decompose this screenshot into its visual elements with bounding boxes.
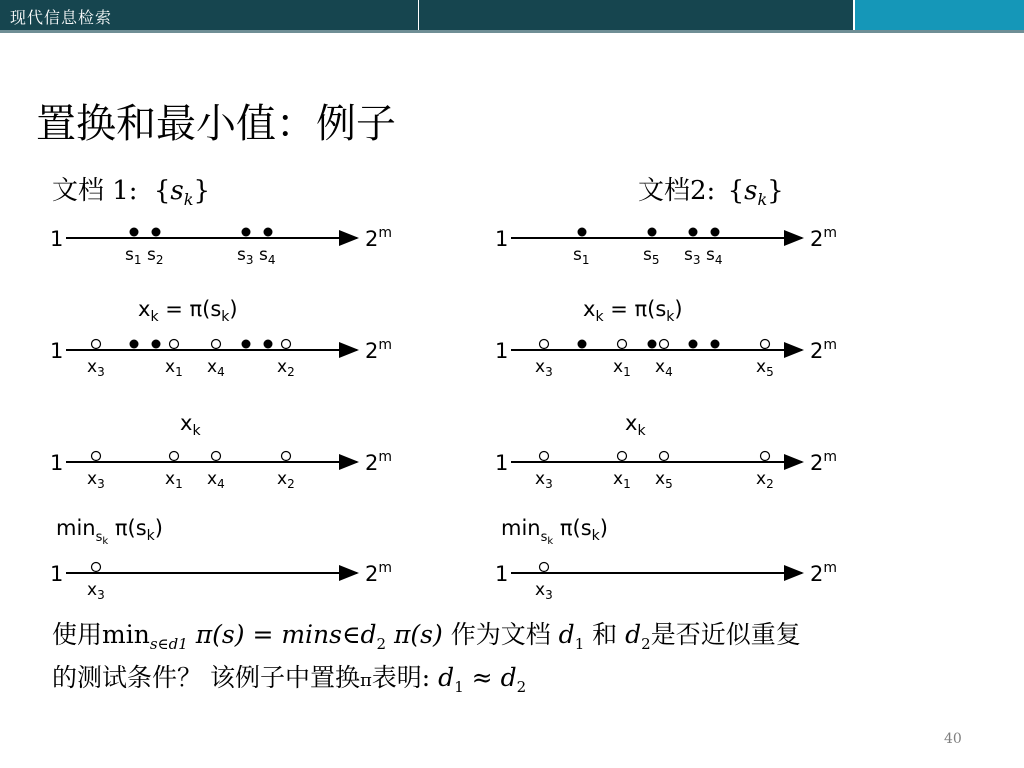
doc1-filled-point (264, 228, 273, 237)
course-title: 现代信息检索 (10, 8, 113, 27)
doc1-point-label: $x_1$ (165, 469, 183, 491)
doc2-point-label: $x_5$ (655, 469, 673, 491)
doc2-hollow-point (660, 452, 669, 461)
doc1-point-label: $s_3$ (237, 245, 254, 267)
doc1-point-label: $x_3$ (87, 469, 105, 491)
doc1-axis-start-1: 1 (50, 339, 64, 363)
doc2-hollow-point (618, 452, 627, 461)
doc1-axis-end-2: 2$^m$ (365, 449, 393, 475)
doc2-axis-end-3: 2$^m$ (810, 560, 838, 586)
doc2-point-label: $s_3$ (684, 245, 701, 267)
doc1-hollow-point (212, 452, 221, 461)
doc1-axis-end-1: 2$^m$ (365, 337, 393, 363)
doc1-hollow-point (92, 340, 101, 349)
doc1-xk-caption: $x_k$ (180, 411, 201, 439)
doc1-filled-point (130, 340, 139, 349)
doc1-point-label: $s_4$ (259, 245, 276, 267)
doc1-point-label: $s_2$ (147, 245, 164, 267)
doc2-axis-start-3: 1 (495, 562, 509, 586)
doc1-hollow-point (282, 340, 291, 349)
doc2-point-label: $x_4$ (655, 357, 673, 379)
doc2-filled-point (689, 340, 698, 349)
doc1-filled-point (152, 340, 161, 349)
doc1-set: $\{s_k\}$ (153, 176, 210, 210)
doc2-filled-point (711, 340, 720, 349)
doc1-axis-end-3: 2$^m$ (365, 560, 393, 586)
doc1-filled-point (242, 340, 251, 349)
doc1-filled-point (152, 228, 161, 237)
doc1-point-label: $x_1$ (165, 357, 183, 379)
doc1-axis-start-3: 1 (50, 562, 64, 586)
doc2-point-label: $x_1$ (613, 357, 631, 379)
doc2-perm-caption: $x_k = \pi(s_k)$ (583, 297, 683, 325)
doc2-set: $\{s_k\}$ (727, 176, 784, 210)
doc1-filled-point (130, 228, 139, 237)
doc1-point-label: $x_2$ (277, 357, 295, 379)
doc1-filled-point (242, 228, 251, 237)
doc2-hollow-point (761, 340, 770, 349)
doc1-hollow-point (92, 563, 101, 572)
doc2-label-prefix: 文档2: (638, 176, 716, 206)
doc2-axis-end-0: 2$^m$ (810, 225, 838, 251)
doc2-point-label: $x_2$ (756, 469, 774, 491)
doc2-point-label: $x_3$ (535, 357, 553, 379)
explanation-line-2: 的测试条件？ 该例子中置换π表明: $d_1 \approx d_2$ (52, 663, 527, 696)
doc2-filled-point (578, 228, 587, 237)
doc2-axis-start-1: 1 (495, 339, 509, 363)
slide-title: 置换和最小值：例子 (36, 101, 396, 147)
doc2-axis-start-0: 1 (495, 227, 509, 251)
doc1-hollow-point (170, 452, 179, 461)
doc2-hollow-point (540, 452, 549, 461)
doc1-label-prefix: 文档 1: (52, 176, 138, 206)
doc2-filled-point (689, 228, 698, 237)
doc2-filled-point (648, 228, 657, 237)
doc2-hollow-point (660, 340, 669, 349)
explanation-line-1: 使用$\min_{s\in d1} \pi(s)$ = $\min s\in d_2$ π(s) 作为文档 $d_1$ 和 $d_2$是否近似重复 (52, 620, 801, 653)
doc2-point-label: $s_1$ (573, 245, 590, 267)
doc1-axis-end-0: 2$^m$ (365, 225, 393, 251)
doc2-filled-point (648, 340, 657, 349)
doc2-point-label: $x_3$ (535, 469, 553, 491)
doc2-hollow-point (761, 452, 770, 461)
doc1-point-label: $x_3$ (87, 580, 105, 602)
doc1-axis-start-0: 1 (50, 227, 64, 251)
doc2-point-label: $x_3$ (535, 580, 553, 602)
doc2-point-label: $s_4$ (706, 245, 723, 267)
doc2-point-label: $x_1$ (613, 469, 631, 491)
doc1-perm-caption: $x_k = \pi(s_k)$ (138, 297, 238, 325)
doc1-hollow-point (170, 340, 179, 349)
doc1-hollow-point (282, 452, 291, 461)
doc2-filled-point (578, 340, 587, 349)
doc2-axis-end-1: 2$^m$ (810, 337, 838, 363)
doc1-min-caption: $\min_sk$ $\pi(s_k)$ (56, 516, 163, 547)
doc2-hollow-point (540, 340, 549, 349)
doc1-point-label: $x_3$ (87, 357, 105, 379)
doc2-hollow-point (618, 340, 627, 349)
doc2-hollow-point (540, 563, 549, 572)
doc1-point-label: $s_1$ (125, 245, 142, 267)
doc1-point-label: $x_2$ (277, 469, 295, 491)
doc2-min-caption: $\min_sk$ $\pi(s_k)$ (501, 516, 608, 547)
doc2-axis-end-2: 2$^m$ (810, 449, 838, 475)
doc2-point-label: $x_5$ (756, 357, 774, 379)
explanation-text (52, 618, 992, 704)
doc1-axis-start-2: 1 (50, 451, 64, 475)
doc1-hollow-point (212, 340, 221, 349)
doc2-axis-start-2: 1 (495, 451, 509, 475)
doc1-point-label: $x_4$ (207, 357, 225, 379)
doc2-xk-caption: $x_k$ (625, 411, 646, 439)
doc2-point-label: $s_5$ (643, 245, 660, 267)
doc1-point-label: $x_4$ (207, 469, 225, 491)
doc2-filled-point (711, 228, 720, 237)
doc1-hollow-point (92, 452, 101, 461)
doc1-filled-point (264, 340, 273, 349)
page-number: 40 (944, 731, 962, 747)
